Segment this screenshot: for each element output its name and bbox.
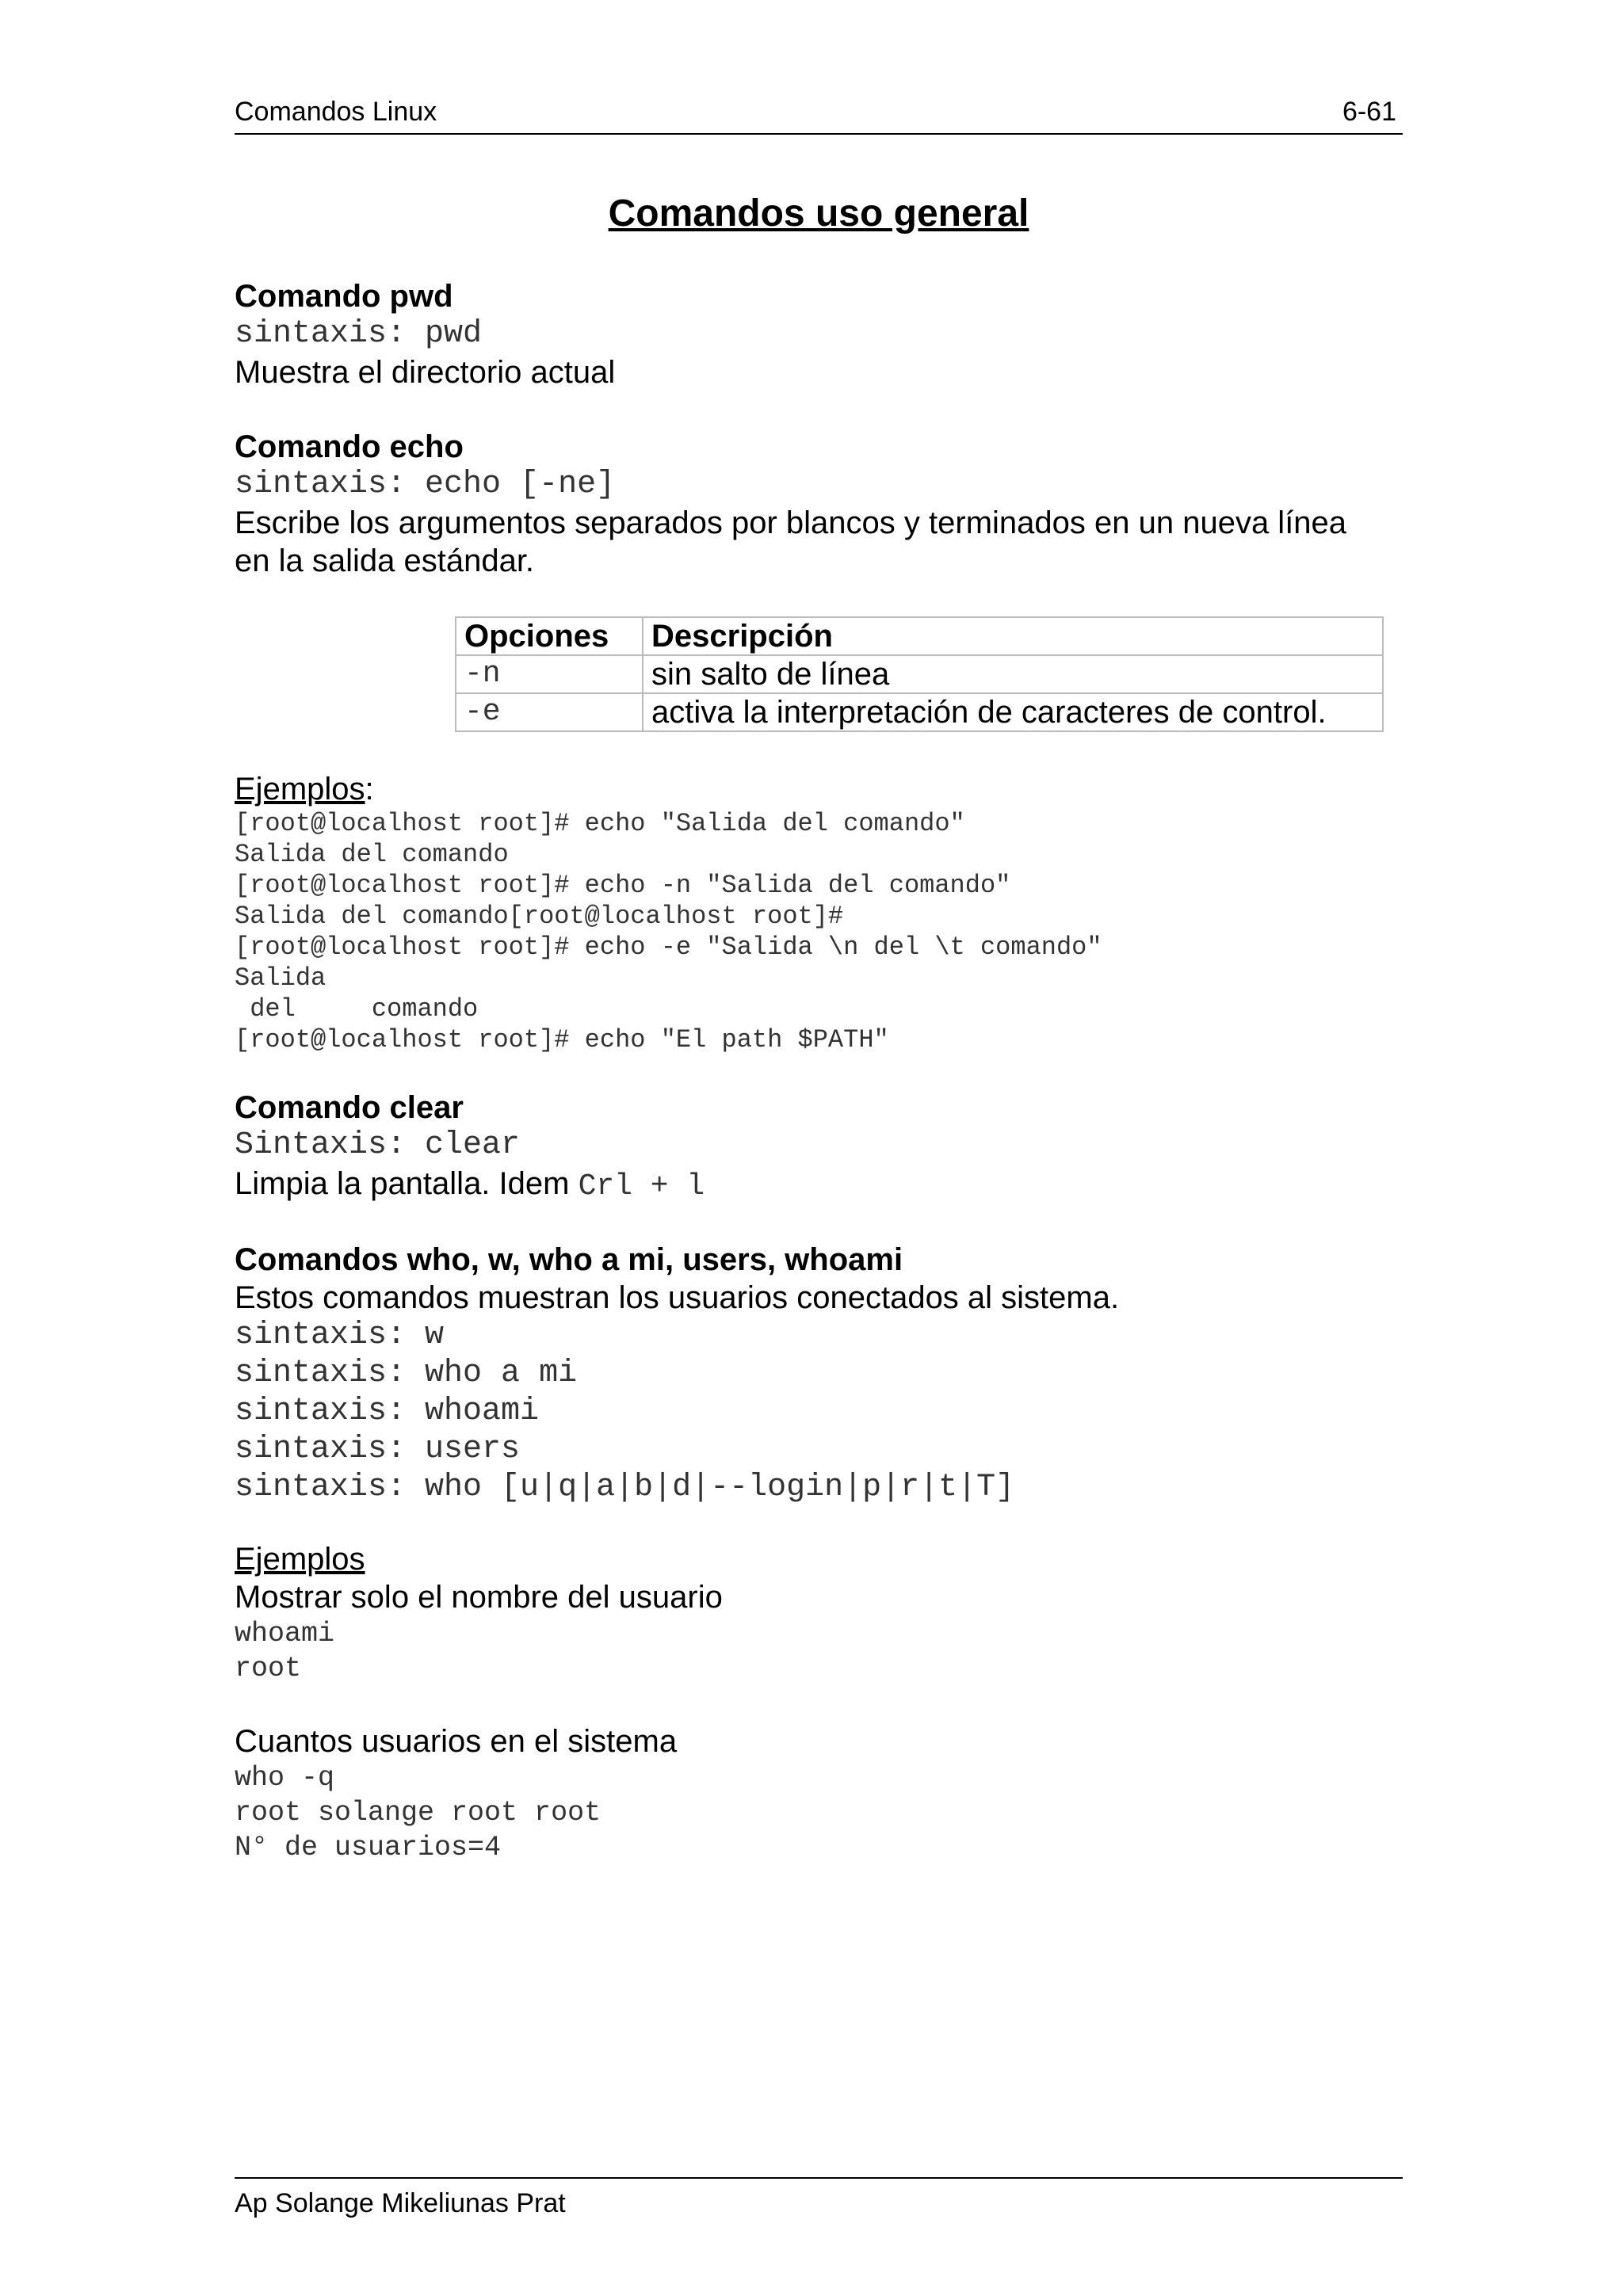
echo-description-line-2: en la salida estándar. [235, 543, 535, 578]
section-clear [235, 1089, 1403, 1206]
examples-colon: : [365, 772, 374, 807]
who-syntax: sintaxis: w [235, 1318, 445, 1353]
code-line: del comando [235, 994, 479, 1024]
echo-syntax: sintaxis: echo [-ne] [235, 467, 616, 502]
code-line: Salida [235, 963, 327, 993]
option-cell: -n [456, 655, 643, 693]
echo-examples-title [235, 770, 1403, 808]
page-number: 6-61 [1342, 97, 1396, 127]
section-who [235, 1241, 1403, 1507]
table-header-options: Opciones [456, 617, 643, 655]
who-examples-title [235, 1540, 1403, 1578]
examples-label: Ejemplos [235, 772, 365, 807]
table-header-row [456, 617, 1383, 655]
who-heading: Comandos who, w, who a mi, users, whoami [235, 1242, 903, 1277]
description-cell: activa la interpretación de caracteres de control. [643, 693, 1383, 731]
table-row [456, 693, 1383, 731]
who-syntax: sintaxis: who a mi [235, 1356, 578, 1391]
echo-options-table [455, 616, 1384, 732]
example2-title: Cuantos usuarios en el sistema [235, 1724, 678, 1759]
code-line: [root@localhost root]# echo "Salida del comando" [235, 809, 965, 838]
example1-title: Mostrar solo el nombre del usuario [235, 1580, 723, 1615]
code-line: [root@localhost root]# echo "El path $PATH" [235, 1025, 889, 1055]
clear-syntax: Sintaxis: clear [235, 1127, 521, 1163]
clear-description [235, 1165, 1403, 1206]
section-pwd [235, 277, 1403, 391]
who-syntax: sintaxis: whoami [235, 1394, 540, 1429]
code-line: root [235, 1653, 302, 1684]
code-line: N° de usuarios=4 [235, 1832, 502, 1863]
echo-examples [235, 770, 1403, 1055]
who-syntax: sintaxis: users [235, 1432, 521, 1467]
footer-author: Ap Solange Mikeliunas Prat [235, 2188, 566, 2218]
code-line: root solange root root [235, 1797, 601, 1829]
page-title: Comandos uso general [608, 193, 1029, 235]
clear-description-text: Limpia la pantalla. Idem [235, 1166, 579, 1201]
table-header-description: Descripción [643, 617, 1383, 655]
echo-heading: Comando echo [235, 429, 464, 464]
who-examples [235, 1540, 1403, 1686]
pwd-syntax: sintaxis: pwd [235, 316, 483, 352]
page-header [235, 95, 1403, 135]
echo-description-line-1: Escribe los argumentos separados por blancos y terminados en un nueva línea [235, 505, 1347, 540]
pwd-heading: Comando pwd [235, 279, 453, 314]
who-description: Estos comandos muestran los usuarios conectados al sistema. [235, 1280, 1120, 1315]
code-line: who -q [235, 1762, 335, 1794]
pwd-description: Muestra el directorio actual [235, 355, 616, 390]
clear-heading: Comando clear [235, 1090, 464, 1125]
code-line: Salida del comando [235, 840, 509, 869]
code-line: whoami [235, 1618, 335, 1650]
section-echo [235, 428, 1403, 580]
table-row [456, 655, 1383, 693]
code-line: Salida del comando[root@localhost root]# [235, 902, 844, 931]
code-line: [root@localhost root]# echo -n "Salida del comando" [235, 871, 1011, 900]
who-syntax: sintaxis: who [u|q|a|b|d|--login|p|r|t|T] [235, 1470, 1015, 1505]
page-footer [235, 2177, 1403, 2219]
description-cell: sin salto de línea [643, 655, 1383, 693]
who-example-2 [235, 1722, 1403, 1865]
code-line: [root@localhost root]# echo -e "Salida \n del \t comando" [235, 933, 1102, 962]
option-cell: -e [456, 693, 643, 731]
clear-shortcut: Crl + l [578, 1169, 705, 1203]
header-title: Comandos Linux [235, 97, 437, 127]
examples-label: Ejemplos [235, 1542, 365, 1577]
